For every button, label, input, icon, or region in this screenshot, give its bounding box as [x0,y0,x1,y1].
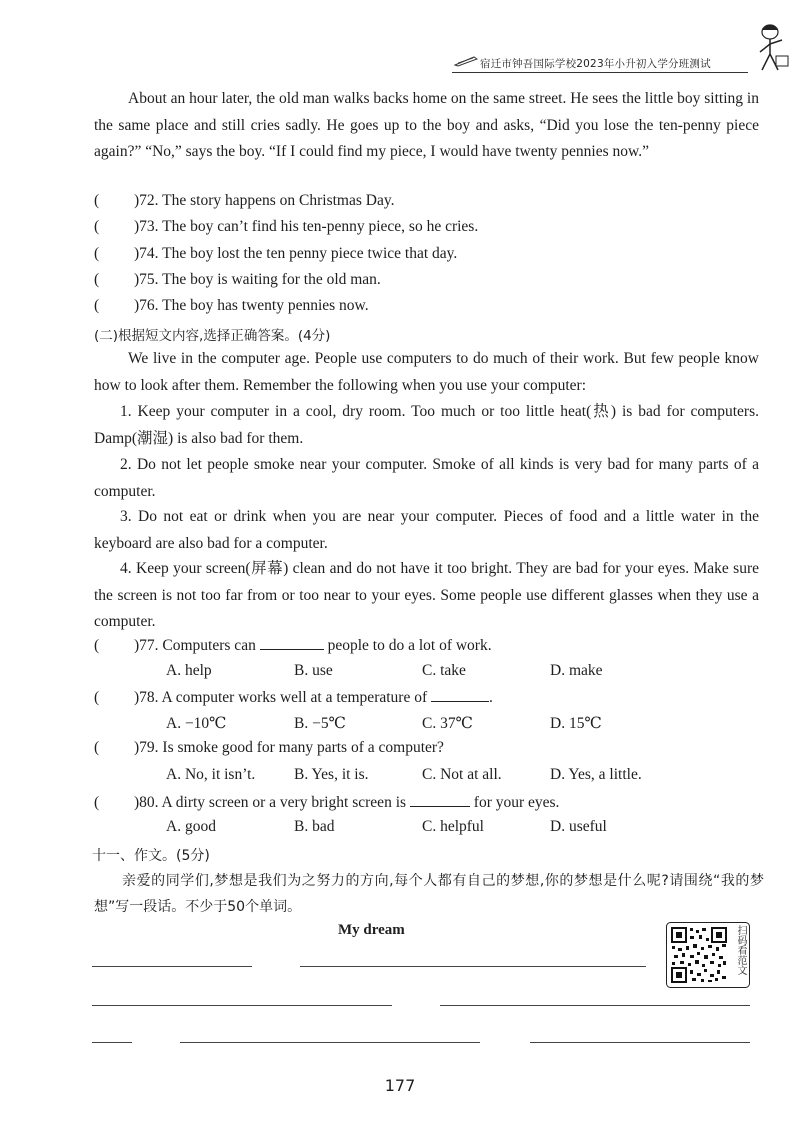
passage-paragraph: About an hour later, the old man walks backs home on the same street. He sees the little boy sitting in the same place and still cries sadly. He goes up to the boy and asks, “Did you lose the ten-penny piece again?” “No,” says the boy. “If I could find my piece, I would have twenty pennies now.” [94,90,759,160]
option-a[interactable]: A. −10℃ [166,715,227,732]
writing-line[interactable] [440,1005,750,1006]
answer-blank[interactable] [431,687,489,702]
tf-question-73: ( )73. The boy can’t find his ten-penny piece, so he cries. [94,218,479,235]
pen-icon [454,55,478,67]
passage-point-2: 2. Do not let people smoke near your computer. Smoke of all kinds is very bad for many parts of a computer. [94,456,759,500]
qr-caption: 扫码看范文 [735,925,746,975]
option-b[interactable]: B. Yes, it is. [294,766,369,783]
section-heading: (二)根据短文内容,选择正确答案。(4分) [94,328,331,344]
tf-question-76: ( )76. The boy has twenty pennies now. [94,297,369,314]
option-b[interactable]: B. bad [294,818,335,835]
passage-intro: We live in the computer age. People use computers to do much of their work. But few people know how to look after them. Remember the following when you use your computer: [94,350,759,394]
option-c[interactable]: C. helpful [422,818,484,835]
qr-code[interactable] [666,922,750,988]
header-title: 宿迁市钟吾国际学校2023年小升初入学分班测试 [480,58,711,70]
writing-line[interactable] [180,1042,480,1043]
option-b[interactable]: B. use [294,662,333,679]
writing-line[interactable] [92,1042,132,1043]
mc-question-78: ( )78. A computer works well at a temperature of . [94,689,493,706]
option-c[interactable]: C. Not at all. [422,766,502,783]
writing-line[interactable] [530,1042,750,1043]
writing-prompt: 亲爱的同学们,梦想是我们为之努力的方向,每个人都有自己的梦想,你的梦想是什么呢?请围绕“我的梦想”写一段话。不少于50个单词。 [94,873,764,915]
option-b[interactable]: B. −5℃ [294,715,346,732]
option-c[interactable]: C. 37℃ [422,715,473,732]
option-d[interactable]: D. 15℃ [550,715,602,732]
passage-point-1: 1. Keep your computer in a cool, dry room. Too much or too little heat(热) is bad for computers. Damp(潮湿) is also bad for them. [94,403,759,447]
answer-blank[interactable] [410,792,470,807]
option-d[interactable]: D. make [550,662,603,679]
writing-line[interactable] [92,1005,392,1006]
mc-question-79: ( )79. Is smoke good for many parts of a computer? [94,739,444,756]
option-a[interactable]: A. good [166,818,216,835]
option-a[interactable]: A. No, it isn’t. [166,766,256,783]
option-d[interactable]: D. useful [550,818,607,835]
writing-heading: 十一、作文。(5分) [92,848,210,864]
option-d[interactable]: D. Yes, a little. [550,766,642,783]
writing-line[interactable] [92,966,252,967]
option-a[interactable]: A. help [166,662,212,679]
writing-line[interactable] [300,966,646,967]
option-c[interactable]: C. take [422,662,466,679]
tf-question-74: ( )74. The boy lost the ten penny piece twice that day. [94,245,458,262]
tf-question-75: ( )75. The boy is waiting for the old man. [94,271,381,288]
page-header [452,50,748,73]
answer-blank[interactable] [260,635,324,650]
page-number: 177 [384,1076,416,1095]
tf-question-72: ( )72. The story happens on Christmas Day. [94,192,395,209]
mc-question-77: ( )77. Computers can people to do a lot of work. [94,637,492,654]
student-mascot-icon [750,22,790,78]
writing-title: My dream [338,922,405,938]
passage-point-4: 4. Keep your screen(屏幕) clean and do not have it too bright. They are bad for your eyes. Make sure the screen is not too far from or too near to your eyes. Some people use different glasses when they use a computer. [94,560,759,630]
mc-question-80: ( )80. A dirty screen or a very bright screen is for your eyes. [94,794,560,811]
passage-point-3: 3. Do not eat or drink when you are near your computer. Pieces of food and a little water in the keyboard are also bad for a computer. [94,508,759,552]
